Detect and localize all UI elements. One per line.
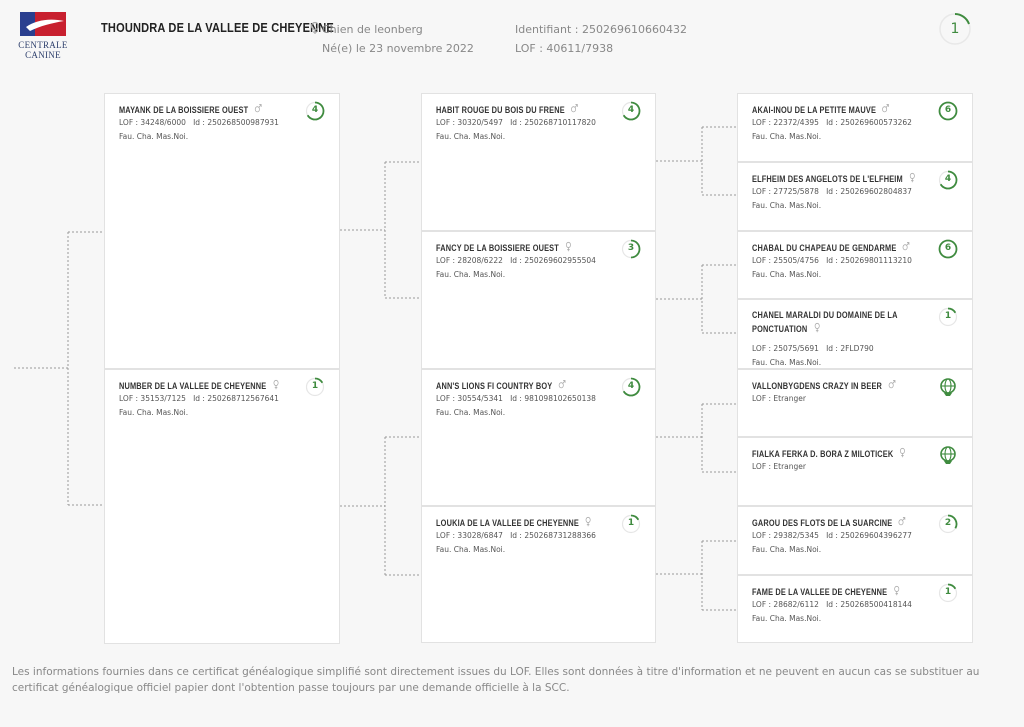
dog-name-label	[119, 379, 280, 391]
registration-line	[752, 394, 806, 403]
lof-text: LOF : 35153/7125	[119, 394, 186, 403]
badge-number: 1	[944, 587, 952, 597]
pedigree-card[interactable]	[737, 369, 973, 437]
disclaimer-footer: Les informations fournies dans ce certificat généalogique simplifié sont directement issues du LOF. Elles sont données à titre d'information et ne peuvent en aucun cas se substituer au certificat généalogique officiel papier dont l'obtention passe toujours par une demande officielle à la SCC.	[12, 666, 980, 694]
female-icon	[584, 516, 593, 527]
dog-name-label	[436, 103, 579, 115]
male-icon	[557, 379, 566, 390]
registration-line	[752, 256, 912, 265]
chip-id-text: Id : 250268710117820	[510, 118, 596, 127]
dog-name-label	[752, 172, 917, 184]
generation-count-badge	[621, 101, 641, 121]
registration-line	[436, 256, 596, 265]
lof-text: LOF : 28682/6112	[752, 600, 819, 609]
registration-line	[752, 187, 912, 196]
breed-label: Chien de leonberg	[322, 23, 423, 36]
coat-colors: Fau. Cha. Mas.Noi.	[752, 132, 822, 141]
registration-line	[436, 531, 596, 540]
dog-name-text: FANCY DE LA BOISSIERE OUEST	[436, 243, 559, 253]
generation-count-badge	[938, 170, 958, 190]
male-icon	[897, 516, 906, 527]
male-icon	[887, 379, 896, 390]
lof-text: LOF : 28208/6222	[436, 256, 503, 265]
globe-icon	[938, 377, 958, 397]
pedigree-card[interactable]	[737, 299, 973, 369]
generation-count-badge	[621, 514, 641, 534]
lof-text: LOF : 25075/5691	[752, 344, 819, 353]
dog-name-text: MAYANK DE LA BOISSIERE OUEST	[119, 105, 249, 115]
lof-text: LOF : 33028/6847	[436, 531, 503, 540]
badge-number: 1	[944, 311, 952, 321]
dog-name-text: FAME DE LA VALLEE DE CHEYENNE	[752, 587, 888, 597]
dog-name-label	[436, 516, 593, 528]
chip-id-text: Id : 981098102650138	[510, 394, 596, 403]
generation-count-badge	[938, 307, 958, 327]
female-icon	[908, 172, 917, 183]
pedigree-card[interactable]	[421, 369, 656, 506]
dog-name-label	[752, 309, 924, 336]
registration-line	[436, 394, 596, 403]
pedigree-card[interactable]	[737, 575, 973, 643]
globe-icon	[938, 445, 958, 465]
generation-count-badge	[621, 239, 641, 259]
coat-colors: Fau. Cha. Mas.Noi.	[436, 132, 506, 141]
foreign-dog-badge	[938, 445, 958, 465]
pedigree-card[interactable]	[737, 437, 973, 506]
dog-name-label	[752, 447, 907, 459]
female-icon	[564, 241, 573, 252]
chip-id-text: Id : 250269602804837	[826, 187, 912, 196]
dog-name-text: CHANEL MARALDI DU DOMAINE DE LA PONCTUATION	[752, 310, 898, 334]
pedigree-card[interactable]	[737, 506, 973, 575]
chip-id-text: Id : 2FLD790	[826, 344, 874, 353]
chip-id-text: Id : 250269602955504	[510, 256, 596, 265]
coat-colors: Fau. Cha. Mas.Noi.	[436, 270, 506, 279]
dog-name: THOUNDRA DE LA VALLEE DE CHEYENNE	[101, 20, 334, 35]
male-icon	[881, 103, 890, 114]
dog-name-label	[436, 379, 566, 391]
generation-count-badge	[938, 583, 958, 603]
badge-number: 4	[311, 105, 319, 115]
female-icon	[898, 447, 907, 458]
dog-name-label	[752, 516, 906, 528]
dog-name-text: HABIT ROUGE DU BOIS DU FRENE	[436, 105, 565, 115]
coat-colors: Fau. Cha. Mas.Noi.	[752, 270, 822, 279]
pedigree-card[interactable]	[421, 506, 656, 643]
pedigree-card[interactable]	[737, 231, 973, 299]
pedigree-card[interactable]	[737, 93, 973, 162]
lof-number: LOF : 40611/7938	[515, 42, 614, 55]
registration-line	[752, 531, 912, 540]
logo-text-line2: CANINE	[25, 50, 61, 60]
badge-number: 2	[944, 518, 952, 528]
pedigree-card[interactable]	[421, 93, 656, 231]
coat-colors: Fau. Cha. Mas.Noi.	[119, 408, 189, 417]
male-icon	[570, 103, 579, 114]
dog-name-label	[752, 585, 901, 597]
dog-name-text: CHABAL DU CHAPEAU DE GENDARME	[752, 243, 897, 253]
badge-number: 3	[627, 243, 635, 253]
pedigree-card[interactable]	[421, 231, 656, 369]
dog-name-label	[436, 241, 573, 253]
coat-colors: Fau. Cha. Mas.Noi.	[119, 132, 189, 141]
coat-colors: Fau. Cha. Mas.Noi.	[436, 408, 506, 417]
coat-colors: Fau. Cha. Mas.Noi.	[752, 358, 822, 367]
chip-id-text: Id : 250268731288366	[510, 531, 596, 540]
lof-text: LOF : 34248/6000	[119, 118, 186, 127]
lof-text: LOF : 29382/5345	[752, 531, 819, 540]
pedigree-card[interactable]	[104, 369, 340, 644]
badge-number: 6	[944, 105, 952, 115]
lof-text: LOF : 30320/5497	[436, 118, 503, 127]
registration-line	[752, 462, 806, 471]
registration-line	[752, 118, 912, 127]
generation-count-badge	[938, 239, 958, 259]
dog-name-text: AKAI-INOU DE LA PETITE MAUVE	[752, 105, 877, 115]
foreign-dog-badge	[938, 377, 958, 397]
dog-name-text: VALLONBYGDENS CRAZY IN BEER	[752, 381, 883, 391]
identifiant: Identifiant : 250269610660432	[515, 23, 687, 36]
lof-text: LOF : 27725/5878	[752, 187, 819, 196]
generation-count-badge	[938, 514, 958, 534]
badge-number: 1	[311, 381, 319, 391]
badge-number: 1	[627, 518, 635, 528]
dog-name-text: ELFHEIM DES ANGELOTS DE L'ELFHEIM	[752, 174, 903, 184]
generation-count-badge	[938, 101, 958, 121]
dog-name-label	[752, 241, 910, 253]
birth-date: Né(e) le 23 novembre 2022	[322, 42, 474, 55]
chip-id-text: Id : 250269604396277	[826, 531, 912, 540]
generation-count-badge	[621, 377, 641, 397]
dog-name-text: NUMBER DE LA VALLEE DE CHEYENNE	[119, 381, 267, 391]
female-icon	[892, 585, 901, 596]
dog-name-label	[119, 103, 262, 115]
dog-name-text: FIALKA FERKA D. BORA Z MILOTICEK	[752, 449, 894, 459]
pedigree-card[interactable]	[737, 162, 973, 231]
badge-number: 4	[944, 174, 952, 184]
registration-line	[752, 344, 874, 353]
coat-colors: Fau. Cha. Mas.Noi.	[752, 614, 822, 623]
pedigree-card[interactable]	[104, 93, 340, 369]
chip-id-text: Id : 250268712567641	[193, 394, 279, 403]
badge-number: 6	[944, 243, 952, 253]
coat-colors: Fau. Cha. Mas.Noi.	[752, 201, 822, 210]
chip-id-text: Id : 250269600573262	[826, 118, 912, 127]
female-icon	[812, 322, 821, 333]
male-icon	[901, 241, 910, 252]
dog-name-text: LOUKIA DE LA VALLEE DE CHEYENNE	[436, 518, 580, 528]
chip-id-text: Id : 250269801113210	[826, 256, 912, 265]
dog-name-label	[752, 379, 896, 391]
coat-colors: Fau. Cha. Mas.Noi.	[436, 545, 506, 554]
badge-number: 4	[627, 105, 635, 115]
dog-name-text: GAROU DES FLOTS DE LA SUARCINE	[752, 518, 893, 528]
coat-colors: Fau. Cha. Mas.Noi.	[752, 545, 822, 554]
registration-line	[752, 600, 912, 609]
female-icon	[271, 379, 280, 390]
male-icon	[253, 103, 262, 114]
logo-text-line1: CENTRALE	[18, 40, 68, 50]
generation-count-badge	[305, 101, 325, 121]
dog-name-label	[752, 103, 890, 115]
chip-id-text: Id : 250268500418144	[826, 600, 912, 609]
lof-text: LOF : Etranger	[752, 394, 806, 403]
registration-line	[436, 118, 596, 127]
lof-text: LOF : 22372/4395	[752, 118, 819, 127]
dog-name-text: ANN'S LIONS FI COUNTRY BOY	[436, 381, 553, 391]
badge-number: 4	[627, 381, 635, 391]
generation-count-badge	[305, 377, 325, 397]
lof-text: LOF : 30554/5341	[436, 394, 503, 403]
registration-line	[119, 394, 279, 403]
badge-number: 1	[950, 21, 960, 37]
chip-id-text: Id : 250268500987931	[193, 118, 279, 127]
lof-text: LOF : 25505/4756	[752, 256, 819, 265]
registration-line	[119, 118, 279, 127]
lof-text: LOF : Etranger	[752, 462, 806, 471]
